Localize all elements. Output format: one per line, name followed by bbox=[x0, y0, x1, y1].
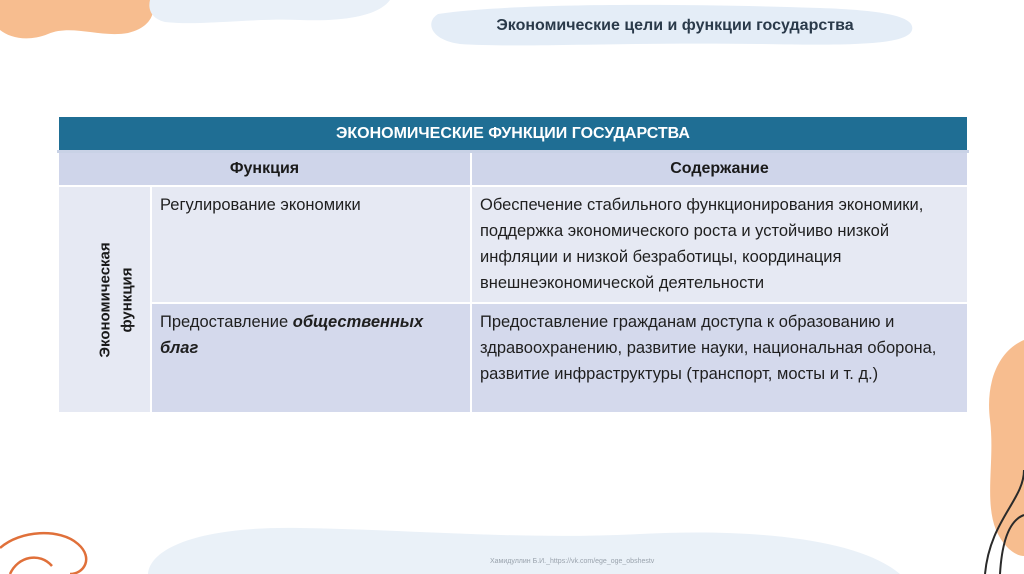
swirl-bottom-left bbox=[0, 533, 86, 574]
side-label-cell bbox=[58, 186, 151, 413]
slide-title: Экономические цели и функции государства bbox=[496, 17, 854, 34]
column-header-row bbox=[58, 152, 968, 187]
blue-blob-bottom bbox=[148, 528, 900, 574]
function-emphasis: общественных благ bbox=[160, 313, 424, 357]
side-label bbox=[95, 242, 139, 357]
function-cell: Регулирование экономики bbox=[151, 186, 471, 303]
column-header-function: Функция bbox=[58, 152, 471, 187]
blue-blob-top bbox=[149, 0, 390, 23]
function-prefix: Предоставление bbox=[160, 313, 293, 331]
function-cell bbox=[151, 303, 471, 413]
table-row bbox=[58, 186, 968, 303]
footer-credit: Хамидуллин Б.И._https://vk.com/ege_oge_obshestv bbox=[490, 558, 655, 565]
orange-blob-right bbox=[989, 340, 1024, 556]
side-label-line2: функция bbox=[118, 266, 136, 333]
table-header-row bbox=[58, 116, 968, 152]
content-cell: Обеспечение стабильного функционирования экономики, поддержка экономического роста и устойчиво низкой инфляции и низкой безработицы, координация внешнеэкономической деятельности bbox=[471, 186, 968, 303]
column-header-content: Содержание bbox=[471, 152, 968, 187]
functions-table bbox=[57, 115, 969, 414]
side-label-line1: Экономическая bbox=[96, 241, 114, 358]
orange-blob-top-left bbox=[0, 0, 153, 38]
content-cell: Предоставление гражданам доступа к образованию и здравоохранению, развитие науки, национальная оборона, развитие инфраструктуры (транспорт, мосты и т. д.) bbox=[471, 303, 968, 413]
table-title: ЭКОНОМИЧЕСКИЕ ФУНКЦИИ ГОСУДАРСТВА bbox=[58, 116, 968, 152]
table-row bbox=[58, 303, 968, 413]
